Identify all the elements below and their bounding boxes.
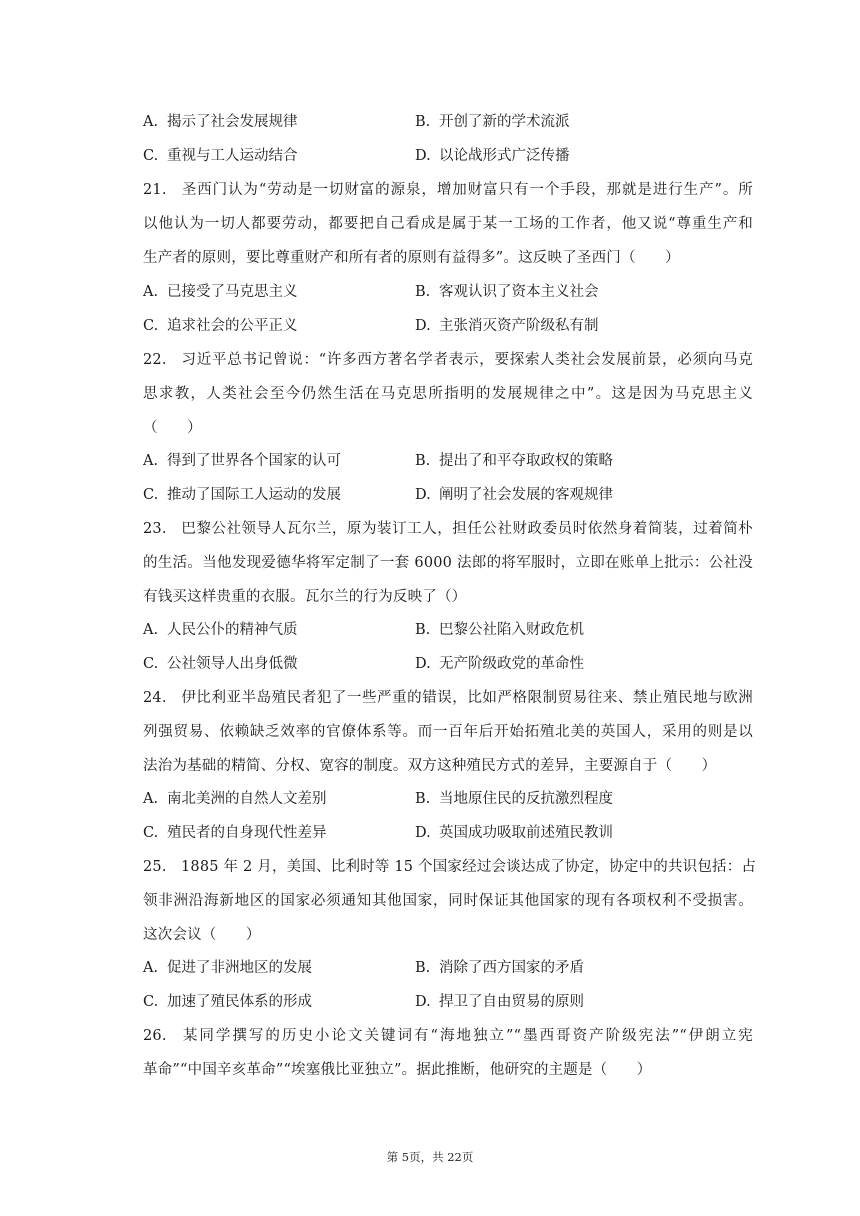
option-b-q25: B. 消除了西方国家的矛盾 bbox=[415, 960, 584, 976]
option-d-q22: D. 阐明了社会发展的客观规律 bbox=[415, 487, 613, 503]
option-b-q23: B. 巴黎公社陷入财政危机 bbox=[415, 622, 584, 638]
option-a-q24: A. 南北美洲的自然人文差别 bbox=[143, 791, 327, 807]
question-23-line-2: 的生活。当他发现爱德华将军定制了一套 6000 法郎的将军服时，立即在账单上批示：公社没 bbox=[143, 555, 753, 571]
option-d-q21: D. 主张消灭资产阶级私有制 bbox=[415, 318, 599, 334]
option-a-q23: A. 人民公仆的精神气质 bbox=[143, 622, 298, 638]
question-25-line-1: 25. 1885 年 2 月，美国、比利时等 15 个国家经过会谈达成了协定，协定中的共识包括：占 bbox=[143, 859, 757, 875]
option-c-q20: C. 重视与工人运动结合 bbox=[143, 148, 298, 164]
question-number: 26. bbox=[143, 1028, 167, 1044]
question-24-line-1: 24. 伊比利亚半岛殖民者犯了一些严重的错误，比如严格限制贸易往来、禁止殖民地与欧洲 bbox=[143, 690, 753, 706]
question-22-line-2: 思求教，人类社会至今仍然生活在马克思所指明的发展规律之中”。这是因为马克思主义 bbox=[143, 386, 753, 402]
option-a-q22: A. 得到了世界各个国家的认可 bbox=[143, 453, 341, 469]
question-26-line-1: 26. 某同学撰写的历史小论文关键词有“海地独立”“墨西哥资产阶级宪法”“伊朗立宪 bbox=[143, 1028, 753, 1044]
option-d-q24: D. 英国成功吸取前述殖民教训 bbox=[415, 825, 613, 841]
question-number: 24. bbox=[143, 690, 167, 706]
option-c-q21: C. 追求社会的公平正义 bbox=[143, 318, 298, 334]
option-b-q20: B. 开创了新的学术流派 bbox=[415, 114, 570, 130]
question-25-line-2: 领非洲沿海新地区的国家必须通知其他国家，同时保证其他国家的现有各项权利不受损害。 bbox=[143, 893, 753, 909]
option-c-q23: C. 公社领导人出身低微 bbox=[143, 656, 298, 672]
page-footer: 第 5页，共 22页 bbox=[386, 1150, 474, 1164]
option-c-q22: C. 推动了国际工人运动的发展 bbox=[143, 487, 341, 503]
question-22-line-3: （ ） bbox=[143, 420, 202, 436]
option-b-q21: B. 客观认识了资本主义社会 bbox=[415, 284, 599, 300]
question-24-line-2: 列强贸易、依赖缺乏效率的官僚体系等。而一百年后开始拓殖北美的英国人，采用的则是以 bbox=[143, 724, 753, 740]
question-21-line-3: 生产者的原则，要比尊重财产和所有者的原则有益得多”。这反映了圣西门（ ） bbox=[143, 250, 680, 266]
question-number: 25. bbox=[143, 859, 167, 875]
question-26-line-2: 革命”“中国辛亥革命”“埃塞俄比亚独立”。据此推断，他研究的主题是（ ） bbox=[143, 1062, 652, 1078]
option-a-q25: A. 促进了非洲地区的发展 bbox=[143, 960, 312, 976]
question-21-line-1: 21. 圣西门认为“劳动是一切财富的源泉，增加财富只有一个手段，那就是进行生产”。所 bbox=[143, 182, 753, 198]
question-21-line-2: 以他认为一切人都要劳动，都要把自己看成是属于某一工场的工作者，他又说“尊重生产和 bbox=[143, 216, 753, 232]
question-24-line-3: 法治为基础的精简、分权、宽容的制度。双方这种殖民方式的差异，主要源自于（ ） bbox=[143, 758, 717, 774]
question-number: 23. bbox=[143, 521, 167, 537]
option-d-q23: D. 无产阶级政党的革命性 bbox=[415, 656, 584, 672]
question-23-line-1: 23. 巴黎公社领导人瓦尔兰，原为装订工人，担任公社财政委员时依然身着简装，过着简朴 bbox=[143, 521, 753, 537]
option-c-q25: C. 加速了殖民体系的形成 bbox=[143, 994, 312, 1010]
option-d-q25: D. 捍卫了自由贸易的原则 bbox=[415, 994, 584, 1010]
question-23-line-3: 有钱买这样贵重的衣服。瓦尔兰的行为反映了（） bbox=[143, 589, 467, 605]
option-b-q22: B. 提出了和平夺取政权的策略 bbox=[415, 453, 613, 469]
option-b-q24: B. 当地原住民的反抗激烈程度 bbox=[415, 791, 613, 807]
option-d-q20: D. 以论战形式广泛传播 bbox=[415, 148, 570, 164]
question-25-line-3: 这次会议（ ） bbox=[143, 927, 261, 943]
option-a-q21: A. 已接受了马克思主义 bbox=[143, 284, 298, 300]
option-c-q24: C. 殖民者的自身现代性差异 bbox=[143, 825, 327, 841]
option-a-q20: A. 揭示了社会发展规律 bbox=[143, 114, 298, 130]
question-number: 22. bbox=[143, 352, 167, 368]
question-22-line-1: 22. 习近平总书记曾说：“许多西方著名学者表示，要探索人类社会发展前景，必须向马克 bbox=[143, 352, 753, 368]
question-number: 21. bbox=[143, 182, 167, 198]
